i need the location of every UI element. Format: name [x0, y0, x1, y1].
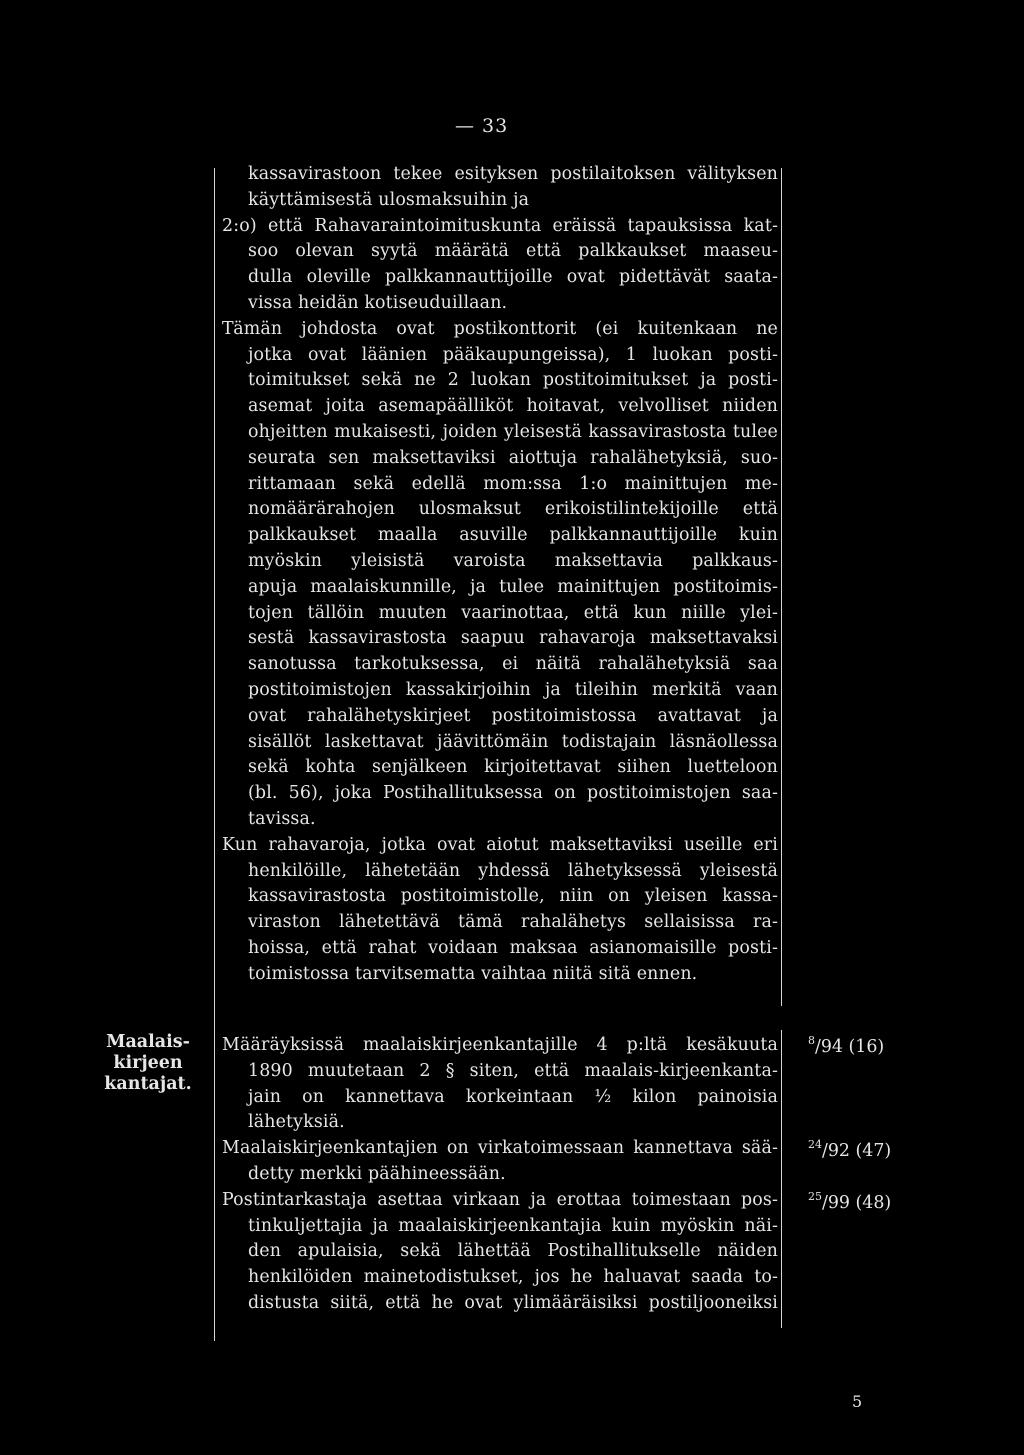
- left-column-rule: [214, 168, 215, 1341]
- text-line: Tämän johdosta ovat postikonttorit (ei kuitenkaan ne: [222, 318, 778, 339]
- reference-superscript: 24: [808, 1138, 822, 1151]
- text-line: viraston lähetettävä tämä rahalähetys sellaisissa ra-: [248, 912, 778, 933]
- text-line: käyttämisestä ulosmaksuihin ja: [248, 189, 530, 210]
- text-line: kassavirastosta postitoimistolle, niin on yleisen kassa-: [248, 886, 778, 907]
- section-text-block: [222, 1033, 778, 1317]
- reference-text: /99 (48): [822, 1192, 892, 1213]
- text-line: sanotussa tarkotuksessa, ei näitä rahalähetyksiä saa: [248, 654, 778, 675]
- text-line: sekä kohta senjälkeen kirjoitettavat siihen luetteloon: [248, 757, 778, 778]
- text-line: hoissa, että rahat voidaan maksaa asianomaisille posti-: [248, 937, 778, 958]
- signature-number: 5: [852, 1392, 863, 1411]
- text-line: myöskin yleisistä varoista maksettavia palkkaus-: [248, 550, 778, 571]
- text-line: distusta siitä, että he ovat ylimääräisiksi postiljooneiksi: [248, 1292, 778, 1313]
- text-line: rittamaan sekä edellä mom:ssa 1:o mainittujen me-: [248, 473, 778, 494]
- margin-reference: [808, 1139, 891, 1161]
- text-line: seurata sen maksettaviksi aiottuja rahalähetyksiä, suo-: [248, 447, 778, 468]
- text-line: tinkuljettajia ja maalaiskirjeenkantajia kuin myöskin näi-: [248, 1215, 778, 1236]
- text-line: 2:o) että Rahavaraintoimituskunta eräissä tapauksissa kat-: [222, 215, 778, 236]
- text-line: den apulaisia, sekä lähettää Postihallitukselle näiden: [248, 1241, 778, 1262]
- text-line: Maalaiskirjeenkantajien on virkatoimessaan kannettava sää-: [222, 1138, 778, 1159]
- text-line: kassavirastoon tekee esityksen postilaitoksen välityksen: [248, 164, 778, 184]
- margin-heading-line: Maalais-: [106, 1032, 190, 1052]
- text-line: toimistossa tarvitsematta vaihtaa niitä sitä ennen.: [248, 963, 698, 984]
- text-line: sestä kassavirastosta saapuu rahavaroja maksettavaksi: [248, 628, 778, 649]
- text-line: asemat joita asemapäälliköt hoitavat, velvolliset niiden: [248, 396, 778, 417]
- margin-heading-line: kirjeen: [113, 1053, 183, 1073]
- text-line: postitoimistojen kassakirjoihin ja tileihin merkitä vaan: [248, 679, 778, 700]
- text-line: toimitukset sekä ne 2 luokan postitoimitukset ja posti-: [248, 370, 778, 391]
- margin-heading: [89, 1032, 207, 1095]
- text-line: ovat rahalähetyskirjeet postitoimistossa avattavat ja: [248, 705, 778, 726]
- text-line: tavissa.: [248, 808, 316, 829]
- margin-reference: [808, 1191, 891, 1213]
- page-number: — 33: [455, 115, 509, 137]
- margin-heading-line: kantajat.: [104, 1074, 192, 1094]
- text-line: Postintarkastaja asettaa virkaan ja erottaa toimestaan pos-: [222, 1189, 778, 1210]
- reference-superscript: 8: [808, 1034, 815, 1047]
- text-line: palkkaukset maalla asuville palkkannauttijoille kuin: [248, 525, 778, 546]
- text-line: detty merkki päähineessään.: [248, 1163, 506, 1184]
- text-line: jain on kannettava korkeintaan ½ kilon painoisia: [248, 1086, 778, 1107]
- text-line: Kun rahavaroja, jotka ovat aiotut maksettaviksi useille eri: [222, 834, 778, 855]
- right-column-rule-upper: [781, 168, 782, 1006]
- text-line: nomäärärahojen ulosmaksut erikoistilintekijoille että: [248, 499, 778, 520]
- text-line: ohjeitten mukaisesti, joiden yleisestä kassavirastosta tulee: [248, 421, 778, 442]
- reference-text: /94 (16): [815, 1036, 885, 1057]
- text-line: henkilöille, lähetetään yhdessä lähetyksessä yleisestä: [248, 860, 778, 881]
- reference-text: /92 (47): [822, 1140, 892, 1161]
- main-text-block: [222, 162, 778, 988]
- text-line: vissa heidän kotiseuduillaan.: [248, 292, 508, 313]
- text-line: henkilöiden mainetodistukset, jos he haluavat saada to-: [248, 1267, 778, 1288]
- reference-superscript: 25: [808, 1190, 822, 1203]
- text-line: lähetyksiä.: [248, 1112, 345, 1133]
- margin-reference: [808, 1035, 884, 1057]
- text-line: soo olevan syytä määrätä että palkkaukset maaseu-: [248, 241, 778, 262]
- text-line: jotka ovat läänien pääkaupungeissa), 1 luokan posti-: [248, 344, 778, 365]
- text-line: dulla oleville palkkannauttijoille ovat pidettävät saata-: [248, 267, 778, 288]
- text-line: apuja maalaiskunnille, ja tulee mainittujen postitoimis-: [248, 576, 778, 597]
- text-line: (bl. 56), joka Postihallituksessa on postitoimistojen saa-: [248, 783, 778, 804]
- text-line: 1890 muutetaan 2 § siten, että maalais-kirjeenkanta-: [248, 1060, 778, 1081]
- text-line: sisällöt laskettavat jäävittömäin todistajain läsnäollessa: [248, 731, 778, 752]
- text-line: tojen tällöin muuten vaarinottaa, että kun niille ylei-: [248, 602, 778, 623]
- right-column-rule-lower: [781, 1030, 782, 1328]
- text-line: Määräyksissä maalaiskirjeenkantajille 4 p:ltä kesäkuuta: [222, 1035, 778, 1055]
